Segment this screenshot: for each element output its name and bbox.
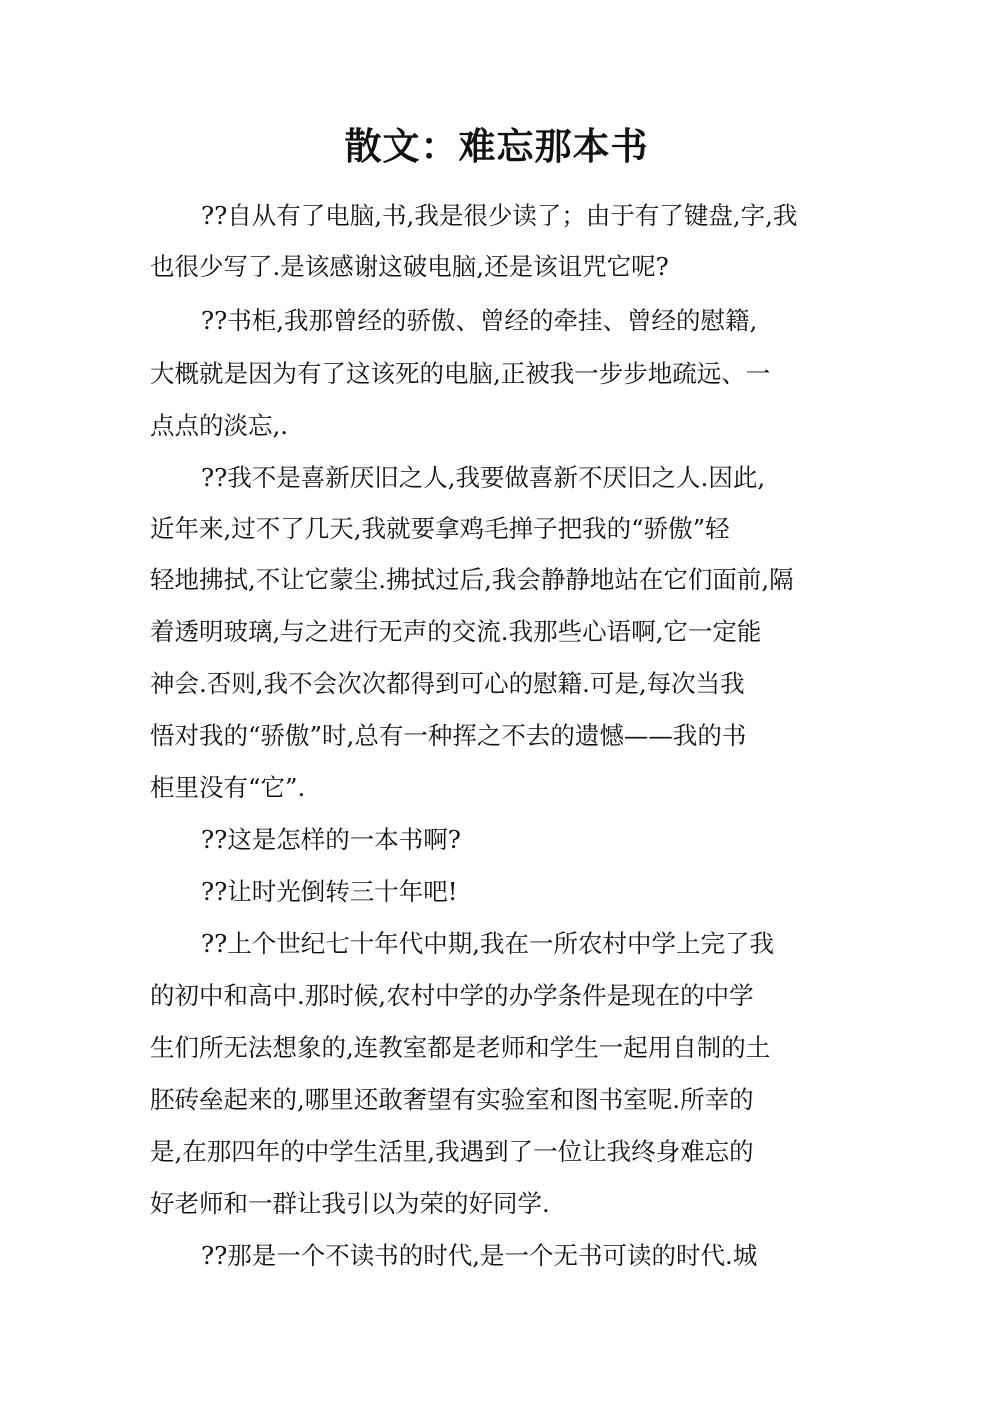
text-line: ??我不是喜新厌旧之人,我要做喜新不厌旧之人.因此,	[201, 463, 766, 492]
text-line: 柜里没有“它”.	[150, 773, 306, 802]
text-line: 生们所无法想象的,连教室都是老师和学生一起用自制的土	[150, 1033, 771, 1062]
text-line: 悟对我的“骄傲”时,总有一种挥之不去的遗憾——我的书	[150, 721, 747, 750]
text-line: ??书柜,我那曾经的骄傲、曾经的牵挂、曾经的慰籍,	[201, 306, 758, 335]
text-line: 的初中和高中.那时候,农村中学的办学条件是现在的中学	[150, 981, 754, 1010]
text-line: ??那是一个不读书的时代,是一个无书可读的时代.城	[201, 1241, 758, 1270]
text-line: 好老师和一群让我引以为荣的好同学.	[150, 1189, 550, 1218]
text-line: 神会.否则,我不会次次都得到可心的慰籍.可是,每次当我	[150, 669, 745, 698]
text-line: 点点的淡忘,.	[150, 411, 289, 440]
text-line: 轻地拂拭,不让它蒙尘.拂拭过后,我会静静地站在它们面前,隔	[150, 565, 794, 594]
text-line: 胚砖垒起来的,哪里还敢奢望有实验室和图书室呢.所幸的	[150, 1085, 754, 1114]
text-line: ??自从有了电脑,书,我是很少读了；由于有了键盘,字,我	[201, 201, 798, 230]
text-line: 是,在那四年的中学生活里,我遇到了一位让我终身难忘的	[150, 1137, 754, 1166]
text-line: 也很少写了.是该感谢这破电脑,还是该诅咒它呢?	[150, 252, 669, 281]
text-line: 着透明玻璃,与之进行无声的交流.我那些心语啊,它一定能	[150, 617, 762, 646]
text-line: 近年来,过不了几天,我就要拿鸡毛掸子把我的“骄傲”轻	[150, 514, 730, 543]
text-line: 大概就是因为有了这该死的电脑,正被我一步步地疏远、一	[150, 359, 771, 388]
text-line: ??让时光倒转三十年吧!	[201, 877, 458, 906]
document-title: 散文：难忘那本书	[344, 124, 649, 168]
text-line: ??这是怎样的一本书啊?	[201, 825, 461, 854]
text-line: ??上个世纪七十年代中期,我在一所农村中学上完了我	[201, 929, 775, 958]
